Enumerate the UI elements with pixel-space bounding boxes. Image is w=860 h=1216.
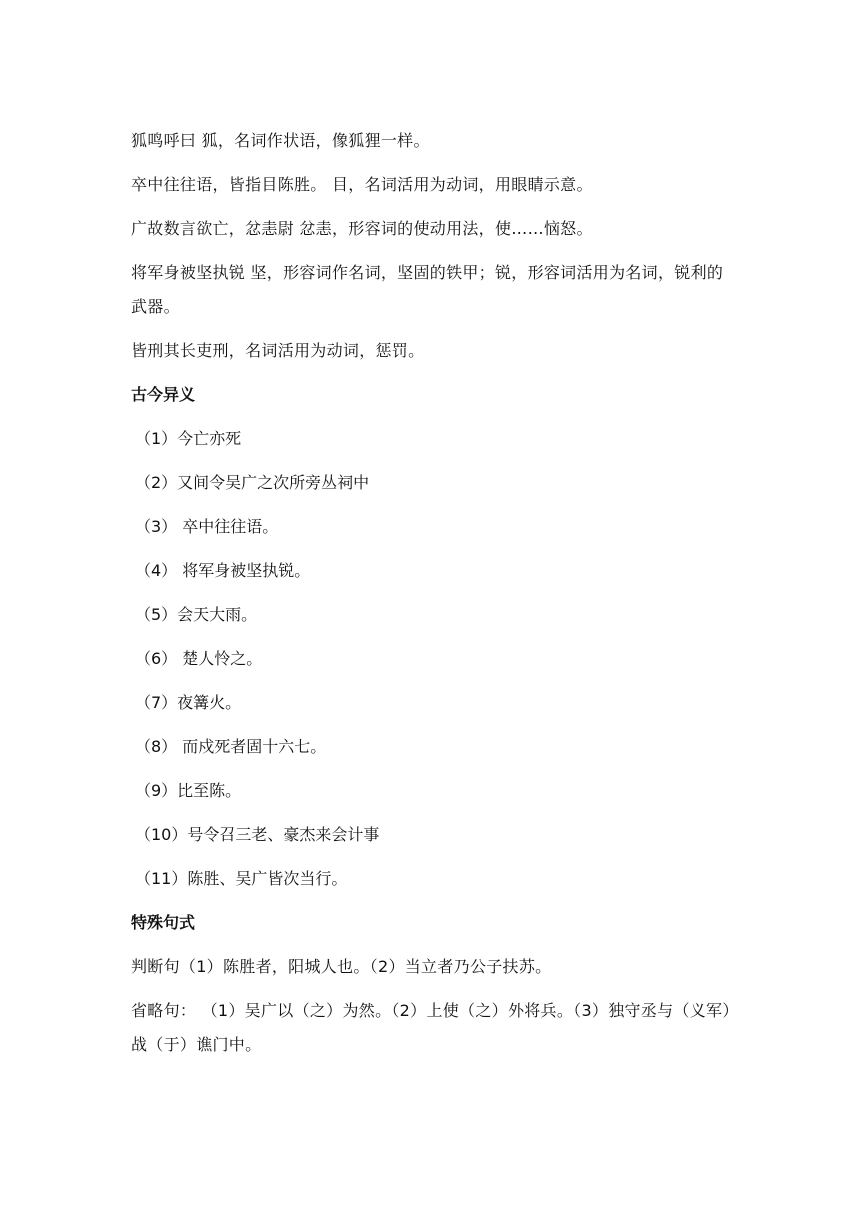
paragraph-mu: 卒中往往语，皆指目陈胜。 目，名词活用为动词，用眼睛示意。 [131,175,593,194]
list-item: （3） 卒中往往语。 [135,517,279,536]
list-item: （5）会天大雨。 [135,605,258,624]
list-item: （10）号令召三老、豪杰来会计事 [135,825,380,844]
document-page [131,124,736,1072]
list-item: （6） 楚人怜之。 [135,649,263,668]
list-item: （9）比至陈。 [135,781,242,800]
paragraph-jianrui: 将军身被坚执锐 坚，形容词作名词，坚固的铁甲；锐，形容词活用为名词，锐利的武器。 [131,263,724,316]
list-item: （7）夜篝火。 [135,693,242,712]
list-item: （8） 而戍死者固十六七。 [135,737,327,756]
paragraph-judgment: 判断句（1）陈胜者，阳城人也。（2）当立者乃公子扶苏。 [131,957,552,976]
paragraph-hu: 狐鸣呼曰 狐，名词作状语，像狐狸一样。 [131,131,430,150]
paragraph-fenhui: 广故数言欲亡，忿恚尉 忿恚，形容词的使动用法，使……恼怒。 [131,219,593,238]
paragraph-omission: 省略句： （1）吴广以（之）为然。（2）上使（之）外将兵。（3）独守丞与（义军）战（于）谯门中。 [131,1001,731,1054]
list-item: （1）今亡亦死 [135,429,242,448]
heading-teshu: 特殊句式 [131,913,196,932]
list-item: （11）陈胜、吴广皆次当行。 [135,869,348,888]
heading-gujin: 古今异义 [131,385,196,404]
paragraph-xing: 皆刑其长吏刑，名词活用为动词，惩罚。 [131,341,425,360]
list-item: （2）又间令吴广之次所旁丛祠中 [135,473,370,492]
list-item: （4） 将军身被坚执锐。 [135,561,311,580]
